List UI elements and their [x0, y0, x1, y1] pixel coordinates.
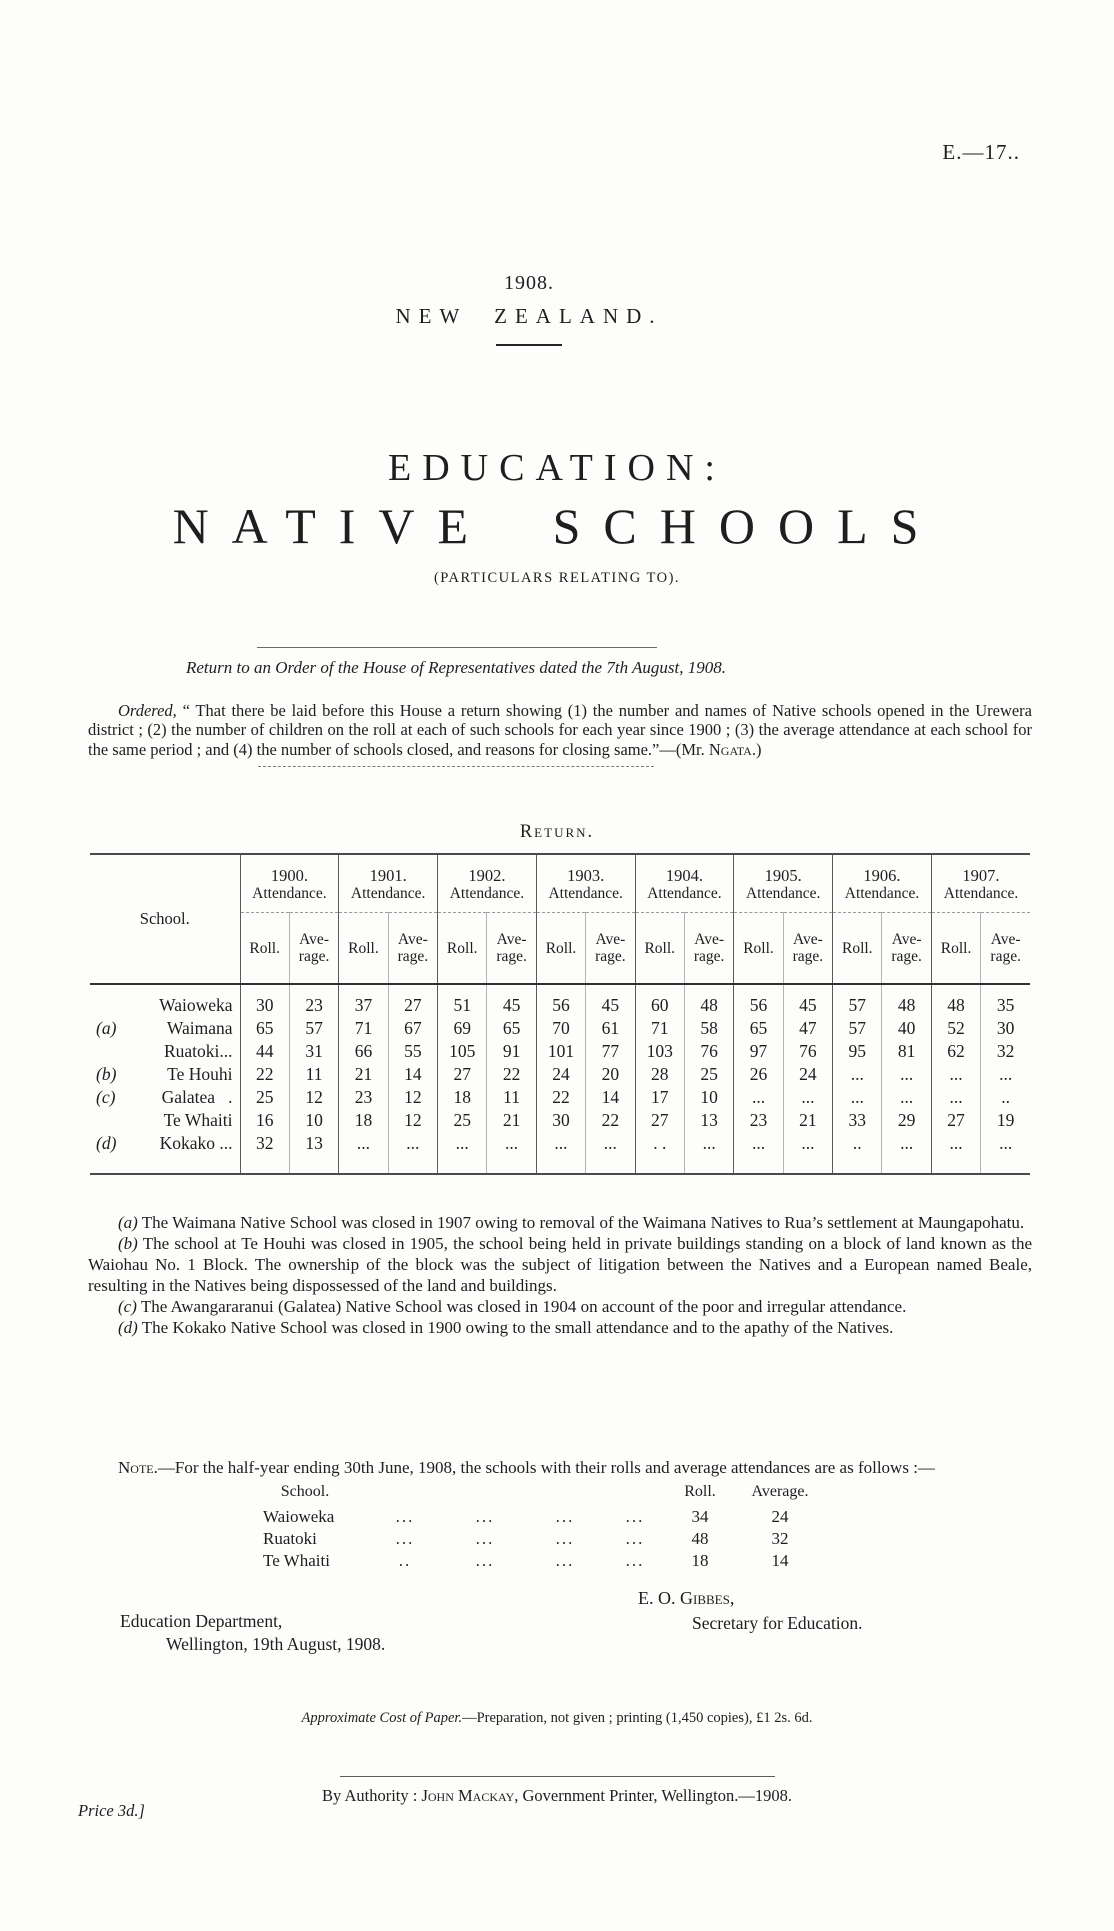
attendance-value-cell: 45 — [487, 984, 536, 1017]
school-name-cell — [90, 1017, 240, 1040]
attendance-value-cell: 27 — [388, 984, 437, 1017]
attendance-value-cell: ... — [783, 1132, 832, 1174]
year-header-cell — [635, 854, 734, 913]
note-average-value: 32 — [771, 1529, 789, 1548]
year-label: 1906. — [863, 866, 901, 885]
dot-leader: ... — [555, 1529, 575, 1548]
dot-leader: ... — [625, 1507, 645, 1526]
attendance-value-cell: ... — [684, 1132, 733, 1174]
return-heading: Return. — [519, 822, 595, 842]
attendance-value-cell: 91 — [487, 1040, 536, 1063]
return-order-line: Return to an Order of the House of Representatives dated the 7th August, 1908. — [186, 658, 726, 677]
attendance-value-cell: 62 — [931, 1040, 980, 1063]
school-name-cell — [90, 1040, 240, 1063]
year-header-cell — [833, 854, 932, 913]
average-header-cell — [586, 913, 635, 985]
dot-leader: ... — [555, 1507, 575, 1526]
roll-header-cell: Roll. — [240, 913, 289, 985]
attendance-value-cell: 81 — [882, 1040, 931, 1063]
attendance-value-cell: ... — [783, 1086, 832, 1109]
attendance-value-cell: ... — [734, 1132, 783, 1174]
row-name: Galatea . — [161, 1087, 233, 1107]
average-label-line2: rage. — [891, 948, 922, 965]
note-school-header: School. — [280, 1483, 330, 1500]
attendance-value-cell: 69 — [438, 1017, 487, 1040]
dot-leader: ... — [625, 1529, 645, 1548]
ordered-paragraph — [88, 701, 1032, 760]
attendance-value-cell: ... — [931, 1063, 980, 1086]
year-label: 1903. — [567, 866, 605, 885]
table-row — [90, 984, 1030, 1017]
attendance-value-cell: 23 — [339, 1086, 388, 1109]
attendance-value-cell: 12 — [388, 1109, 437, 1132]
dot-leader: ... — [395, 1507, 415, 1526]
school-name-cell — [90, 984, 240, 1017]
section-divider-bottom — [258, 766, 654, 767]
attendance-value-cell: 29 — [882, 1109, 931, 1132]
roll-header-cell: Roll. — [536, 913, 585, 985]
attendance-value-cell: 31 — [289, 1040, 338, 1063]
section-divider-top — [257, 647, 657, 648]
cost-line-lead: Approximate Cost of Paper. — [301, 1710, 463, 1726]
attendance-value-cell: ... — [882, 1132, 931, 1174]
attendance-value-cell: 56 — [536, 984, 585, 1017]
note-school-name: Te Whaiti — [263, 1551, 330, 1570]
attendance-value-cell: 76 — [783, 1040, 832, 1063]
attendance-value-cell: 33 — [833, 1109, 882, 1132]
table-row — [90, 1063, 1030, 1086]
average-label-line2: rage. — [496, 948, 527, 965]
page-subtitle: NATIVE SCHOOLS — [172, 498, 942, 554]
row-prefix: (d) — [96, 1133, 117, 1153]
attendance-value-cell: 71 — [339, 1017, 388, 1040]
roll-header-cell: Roll. — [339, 913, 388, 985]
row-name: Waioweka — [159, 995, 233, 1015]
attendance-value-cell: ... — [931, 1132, 980, 1174]
authority-suffix: , Government Printer, Wellington.—1908. — [514, 1786, 792, 1805]
attendance-value-cell: 103 — [635, 1040, 684, 1063]
average-header-cell — [487, 913, 536, 985]
school-name-label — [90, 1133, 240, 1154]
school-name-cell — [90, 1132, 240, 1174]
attendance-value-cell: 57 — [289, 1017, 338, 1040]
attendance-value-cell: 65 — [734, 1017, 783, 1040]
table-row — [90, 1109, 1030, 1132]
school-name-label — [90, 1018, 240, 1039]
attendance-value-cell: 67 — [388, 1017, 437, 1040]
ordered-close: .) — [751, 739, 762, 759]
attendance-value-cell: 105 — [438, 1040, 487, 1063]
price-label: Price 3d.] — [78, 1801, 145, 1820]
attendance-value-cell: ... — [487, 1132, 536, 1174]
average-label-line1: Ave- — [595, 931, 626, 948]
attendance-value-cell: ... — [339, 1132, 388, 1174]
doc-reference: E.—17.. — [942, 140, 1020, 164]
footnote: (d) The Kokako Native School was closed in 1900 owing to the small attendance and to the apathy of the Natives. — [118, 1318, 894, 1337]
attendance-value-cell: 22 — [240, 1063, 289, 1086]
attendance-value-cell: 12 — [388, 1086, 437, 1109]
average-label-line1: Ave- — [792, 931, 823, 948]
note-table-row — [245, 1551, 825, 1573]
attendance-value-cell: 22 — [536, 1086, 585, 1109]
attendance-value-cell: 70 — [536, 1017, 585, 1040]
dot-leader: ... — [475, 1507, 495, 1526]
school-name-cell — [90, 1086, 240, 1109]
attendance-value-cell: 27 — [931, 1109, 980, 1132]
average-label-line1: Ave- — [397, 931, 428, 948]
footnote: (c) The Awangararanui (Galatea) Native School was closed in 1904 on account of the poor and irregular attendance. — [118, 1297, 907, 1316]
table-row — [90, 1040, 1030, 1063]
ordered-body: “ That there be laid before this House a return showing (1) the number and names of Native schools opened in the Urewera district ; (2) the number of children on the roll at each of such schools for each year since 1900 ; (3) the average attendance at each school for the same period ; and (4) the number of schools closed, and reasons for closing same.”—(Mr. — [88, 700, 1032, 759]
year-label: 1905. — [764, 866, 802, 885]
attendance-value-cell: 48 — [931, 984, 980, 1017]
attendance-value-cell: 37 — [339, 984, 388, 1017]
year-header-cell — [438, 854, 537, 913]
attendance-value-cell: 27 — [635, 1109, 684, 1132]
year-header-cell — [931, 854, 1030, 913]
attendance-value-cell: 23 — [734, 1109, 783, 1132]
attendance-value-cell: 47 — [783, 1017, 832, 1040]
note-table — [245, 1483, 825, 1573]
attendance-value-cell: 22 — [586, 1109, 635, 1132]
school-name-label — [90, 1087, 240, 1108]
note-average-header: Average. — [751, 1483, 809, 1500]
note-school-name: Waioweka — [263, 1507, 335, 1526]
attendance-value-cell: 22 — [487, 1063, 536, 1086]
attendance-label: Attendance. — [943, 885, 1019, 902]
year-header-cell — [536, 854, 635, 913]
attendance-value-cell: 57 — [833, 984, 882, 1017]
footnote-prefix: (d) — [118, 1318, 138, 1337]
average-label-line1: Ave- — [299, 931, 329, 948]
average-label-line2: rage. — [298, 948, 330, 965]
attendance-value-cell: 12 — [289, 1086, 338, 1109]
attendance-value-cell: 24 — [783, 1063, 832, 1086]
row-prefix: (a) — [96, 1018, 117, 1038]
year-label: 1902. — [468, 866, 506, 885]
attendance-value-cell: 66 — [339, 1040, 388, 1063]
attendance-table — [90, 853, 1030, 1175]
row-name: Waimana — [166, 1018, 233, 1038]
attendance-value-cell: 52 — [931, 1017, 980, 1040]
footnote-prefix: (c) — [118, 1297, 137, 1316]
note-average-value: 14 — [771, 1551, 789, 1570]
dot-leader: ... — [475, 1551, 495, 1570]
ordered-lead: Ordered, — [118, 700, 177, 720]
attendance-value-cell: 95 — [833, 1040, 882, 1063]
attendance-value-cell: ... — [438, 1132, 487, 1174]
year-header-cell — [339, 854, 438, 913]
average-header-cell — [783, 913, 832, 985]
note-average-value: 24 — [771, 1507, 789, 1526]
year-header-row — [90, 854, 1030, 913]
ordered-attribution: Ngata — [708, 739, 752, 759]
roll-header-cell: Roll. — [635, 913, 684, 985]
attendance-value-cell: .. — [833, 1132, 882, 1174]
cost-of-paper-line — [0, 1710, 1114, 1727]
row-name: Te Houhi — [167, 1064, 233, 1084]
roll-header-cell: Roll. — [931, 913, 980, 985]
attendance-value-cell: 30 — [981, 1017, 1030, 1040]
authority-prefix: By Authority : — [322, 1786, 422, 1805]
dot-leader: ... — [395, 1529, 415, 1548]
subtitle-note: (PARTICULARS RELATING TO). — [433, 570, 681, 586]
attendance-value-cell: .. — [981, 1086, 1030, 1109]
attendance-value-cell: 56 — [734, 984, 783, 1017]
attendance-label: Attendance. — [844, 885, 920, 902]
attendance-value-cell: 101 — [536, 1040, 585, 1063]
year-label: 1900. — [270, 866, 308, 885]
signatory-title: Secretary for Education. — [692, 1613, 863, 1633]
attendance-value-cell: 40 — [882, 1017, 931, 1040]
note-table-header — [245, 1483, 825, 1505]
masthead-country: NEW ZEALAND. — [395, 304, 663, 328]
note-table-row — [245, 1529, 825, 1551]
attendance-value-cell: 65 — [240, 1017, 289, 1040]
attendance-value-cell: ... — [882, 1086, 931, 1109]
year-label: 1907. — [962, 866, 1000, 885]
attendance-value-cell: ... — [981, 1063, 1030, 1086]
attendance-value-cell: 10 — [684, 1086, 733, 1109]
roll-header-cell: Roll. — [833, 913, 882, 985]
average-header-cell — [882, 913, 931, 985]
masthead-year: 1908. — [504, 272, 554, 294]
average-label-line2: rage. — [693, 948, 725, 965]
year-header-cell — [734, 854, 833, 913]
cost-line-body: —Preparation, not given ; printing (1,450 copies), £1 2s. 6d. — [462, 1710, 813, 1726]
attendance-value-cell: 32 — [240, 1132, 289, 1174]
table-row — [90, 1132, 1030, 1174]
school-name-cell — [90, 1063, 240, 1086]
dot-leader: ... — [625, 1551, 645, 1570]
attendance-value-cell: ... — [833, 1063, 882, 1086]
footnote-prefix: (b) — [118, 1234, 138, 1253]
average-header-cell — [289, 913, 338, 985]
dot-leader: ... — [555, 1551, 575, 1570]
attendance-value-cell: 25 — [684, 1063, 733, 1086]
row-prefix: (b) — [96, 1064, 117, 1084]
attendance-value-cell: 35 — [981, 984, 1030, 1017]
attendance-value-cell: 45 — [783, 984, 832, 1017]
attendance-value-cell: 25 — [240, 1086, 289, 1109]
attendance-value-cell: ... — [981, 1132, 1030, 1174]
attendance-label: Attendance. — [350, 885, 426, 902]
table-row — [90, 1017, 1030, 1040]
attendance-value-cell: 10 — [289, 1109, 338, 1132]
attendance-value-cell: 45 — [586, 984, 635, 1017]
average-label-line1: Ave- — [694, 931, 725, 948]
note-school-name: Ruatoki — [263, 1529, 317, 1548]
attendance-label: Attendance. — [449, 885, 525, 902]
attendance-value-cell: ... — [931, 1086, 980, 1109]
note-roll-value: 18 — [691, 1551, 709, 1570]
table-row — [90, 1086, 1030, 1109]
place-date-line: Wellington, 19th August, 1908. — [166, 1634, 386, 1654]
attendance-value-cell: 48 — [882, 984, 931, 1017]
attendance-label: Attendance. — [647, 885, 722, 902]
row-prefix: (c) — [96, 1087, 116, 1107]
attendance-value-cell: 77 — [586, 1040, 635, 1063]
footer-divider — [340, 1776, 775, 1777]
attendance-value-cell: ... — [586, 1132, 635, 1174]
attendance-value-cell: 11 — [289, 1063, 338, 1086]
attendance-value-cell: 65 — [487, 1017, 536, 1040]
attendance-value-cell: 18 — [339, 1109, 388, 1132]
attendance-value-cell: 17 — [635, 1086, 684, 1109]
note-table-row — [245, 1507, 825, 1529]
dot-leader: .. — [398, 1551, 412, 1570]
attendance-value-cell: 14 — [388, 1063, 437, 1086]
note-roll-value: 48 — [691, 1529, 709, 1548]
note-body: —For the half-year ending 30th June, 1908, the schools with their rolls and average attendances are as follows :— — [157, 1458, 935, 1477]
note-lead: Note. — [118, 1458, 158, 1477]
attendance-label: Attendance. — [745, 885, 821, 902]
signatory-name: E. O. Gibbes, — [638, 1588, 735, 1608]
school-name-label — [90, 1064, 240, 1085]
average-label-line1: Ave- — [891, 931, 922, 948]
attendance-value-cell: 25 — [438, 1109, 487, 1132]
average-label-line2: rage. — [397, 948, 429, 965]
attendance-value-cell: ... — [882, 1063, 931, 1086]
attendance-value-cell: 58 — [684, 1017, 733, 1040]
school-name-cell — [90, 1109, 240, 1132]
row-name: Kokako ... — [159, 1133, 233, 1153]
average-label-line2: rage. — [595, 948, 626, 965]
title-block — [0, 446, 1114, 587]
year-header-cell — [240, 854, 339, 913]
attendance-value-cell: 18 — [438, 1086, 487, 1109]
attendance-value-cell: 23 — [289, 984, 338, 1017]
note-roll-header: Roll. — [684, 1483, 716, 1500]
attendance-value-cell: 21 — [487, 1109, 536, 1132]
school-name-label — [90, 1041, 240, 1062]
school-name-label — [90, 1110, 240, 1131]
year-label: 1901. — [369, 866, 407, 885]
attendance-value-cell: 57 — [833, 1017, 882, 1040]
roll-header-cell: Roll. — [438, 913, 487, 985]
footnote: (b) The school at Te Houhi was closed in 1905, the school being held in private buildings standing on a block of land known as the Waiohau No. 1 Block. The ownership of the block was the subject of litigation between the Natives and a European named Beale, resulting in the Natives being dispossessed of the land and buildings. — [88, 1234, 1032, 1295]
average-header-cell — [684, 913, 733, 985]
attendance-value-cell: 21 — [783, 1109, 832, 1132]
attendance-value-cell: ... — [734, 1086, 783, 1109]
school-name-label — [90, 995, 240, 1016]
attendance-label: Attendance. — [252, 885, 327, 902]
attendance-value-cell: ... — [833, 1086, 882, 1109]
row-name: Ruatoki... — [163, 1041, 233, 1061]
footnote: (a) The Waimana Native School was closed in 1907 owing to removal of the Waimana Natives to Rua’s settlement at Maungapohatu. — [118, 1213, 1025, 1232]
attendance-value-cell: 16 — [240, 1109, 289, 1132]
footnotes-block — [88, 1212, 1032, 1338]
department-line: Education Department, — [120, 1611, 283, 1631]
attendance-value-cell: ... — [388, 1132, 437, 1174]
attendance-value-cell: 28 — [635, 1063, 684, 1086]
average-header-cell — [388, 913, 437, 985]
note-paragraph — [88, 1457, 1032, 1478]
attendance-label: Attendance. — [548, 885, 623, 902]
attendance-value-cell: 61 — [586, 1017, 635, 1040]
attendance-value-cell: ... — [536, 1132, 585, 1174]
roll-header-cell: Roll. — [734, 913, 783, 985]
attendance-value-cell: 19 — [981, 1109, 1030, 1132]
attendance-value-cell: 11 — [487, 1086, 536, 1109]
attendance-value-cell: 48 — [684, 984, 733, 1017]
row-name: Te Whaiti — [163, 1110, 233, 1130]
attendance-value-cell: . . — [635, 1132, 684, 1174]
attendance-value-cell: 60 — [635, 984, 684, 1017]
dot-leader: ... — [475, 1529, 495, 1548]
average-label-line2: rage. — [792, 948, 824, 965]
average-header-cell — [981, 913, 1030, 985]
authority-line — [0, 1786, 1114, 1806]
attendance-value-cell: 30 — [536, 1109, 585, 1132]
attendance-value-cell: 76 — [684, 1040, 733, 1063]
page-title: EDUCATION: — [388, 447, 726, 489]
school-column-header: School. — [139, 909, 190, 928]
attendance-value-cell: 13 — [684, 1109, 733, 1132]
attendance-value-cell: 44 — [240, 1040, 289, 1063]
attendance-value-cell: 13 — [289, 1132, 338, 1174]
attendance-value-cell: 30 — [240, 984, 289, 1017]
attendance-value-cell: 14 — [586, 1086, 635, 1109]
average-label-line1: Ave- — [990, 931, 1021, 948]
masthead — [0, 272, 1058, 346]
authority-printer-name: John Mackay — [421, 1786, 515, 1805]
attendance-value-cell: 51 — [438, 984, 487, 1017]
masthead-divider — [496, 344, 562, 346]
attendance-value-cell: 24 — [536, 1063, 585, 1086]
attendance-value-cell: 32 — [981, 1040, 1030, 1063]
attendance-value-cell: 71 — [635, 1017, 684, 1040]
note-roll-value: 34 — [691, 1507, 709, 1526]
average-label-line2: rage. — [990, 948, 1021, 965]
footnote-prefix: (a) — [118, 1213, 138, 1232]
year-label: 1904. — [665, 866, 703, 885]
attendance-value-cell: 26 — [734, 1063, 783, 1086]
attendance-value-cell: 97 — [734, 1040, 783, 1063]
attendance-value-cell: 20 — [586, 1063, 635, 1086]
average-label-line1: Ave- — [496, 931, 527, 948]
attendance-value-cell: 21 — [339, 1063, 388, 1086]
attendance-value-cell: 27 — [438, 1063, 487, 1086]
attendance-value-cell: 55 — [388, 1040, 437, 1063]
